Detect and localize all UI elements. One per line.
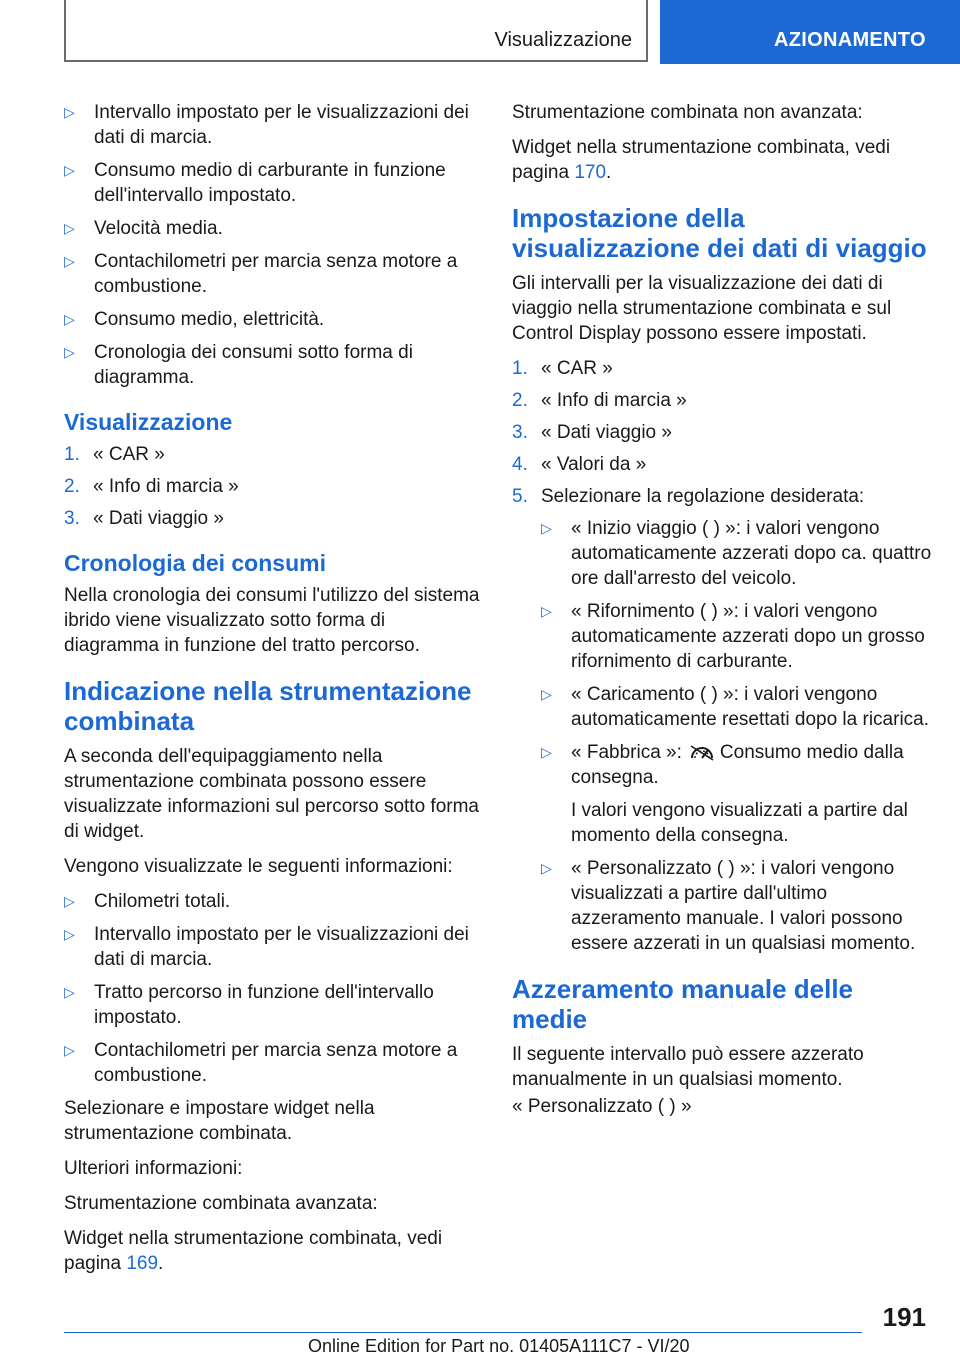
footer-edition: Online Edition for Part no. 01405A111C7 - VI/20 (308, 1336, 690, 1356)
triangle-right-icon: ▷ (64, 311, 75, 327)
triangle-right-icon: ▷ (541, 686, 552, 702)
page-link-170[interactable]: 170 (574, 162, 607, 183)
option-note: I valori vengono visualizzati a partire dal momento della consegna. (571, 800, 908, 846)
list-item: ▷ Velocità media. (64, 218, 223, 239)
left-column (64, 100, 482, 1286)
list-item: ▷ Tratto percorso in funzione dell'intervallo impostato. (64, 982, 434, 1028)
step-item: 1. « CAR » (64, 444, 165, 465)
triangle-right-icon: ▷ (64, 1042, 75, 1058)
triangle-right-icon: ▷ (64, 162, 75, 178)
paragraph: Widget nella strumentazione combinata, vedi pagina 169. (64, 1228, 443, 1274)
triangle-right-icon: ▷ (64, 926, 75, 942)
paragraph: A seconda dell'equipaggiamento nella strumentazione combinata possono essere visualizzate informazioni sul percorso sotto forma di widget. (64, 746, 480, 842)
heading-indicazione: Indicazione nella strumentazione combinata (64, 676, 472, 736)
page-number: 191 (882, 1302, 926, 1332)
paragraph: Strumentazione combinata non avanzata: (512, 102, 863, 123)
triangle-right-icon: ▷ (64, 893, 75, 909)
triangle-right-icon: ▷ (541, 520, 552, 536)
list-item: ▷ Consumo medio, elettricità. (64, 309, 325, 330)
step-item: 4. « Valori da » (512, 454, 647, 475)
triangle-right-icon: ▷ (541, 744, 552, 760)
step-item: 2. « Info di marcia » (64, 476, 239, 497)
option-item: ▷ « Personalizzato ( ) »: i valori vengono visualizzati a partire dall'ultimo azzeramento manuale. I valori possono essere azzerati in un qualsiasi momento. (541, 858, 916, 954)
heading-cronologia: Cronologia dei consumi (64, 550, 326, 576)
section-title: Visualizzazione (494, 29, 632, 51)
step-item: 3. « Dati viaggio » (64, 508, 224, 529)
option-item: ▷ « Rifornimento ( ) »: i valori vengono automaticamente azzerati dopo un grosso rifornimento di carburante. (541, 601, 925, 672)
paragraph: Strumentazione combinata avanzata: (64, 1193, 378, 1214)
paragraph: Vengono visualizzate le seguenti informazioni: (64, 856, 453, 877)
option-item: ▷ « Caricamento ( ) »: i valori vengono automaticamente resettati dopo la ricarica. (541, 684, 930, 730)
car-gauge-icon (688, 742, 716, 762)
paragraph: Widget nella strumentazione combinata, vedi pagina 170. (512, 137, 891, 183)
list-item: ▷ Chilometri totali. (64, 891, 231, 912)
triangle-right-icon: ▷ (64, 220, 75, 236)
triangle-right-icon: ▷ (541, 603, 552, 619)
paragraph: Ulteriori informazioni: (64, 1158, 243, 1179)
heading-visualizzazione: Visualizzazione (64, 409, 233, 435)
step-item: 2. « Info di marcia » (512, 390, 687, 411)
option-item: ▷ « Fabbrica »: Consumo medio dalla consegna. I valori vengono visualizzati a partire dal momento della consegna. (512, 740, 932, 848)
list-item: ▷ Contachilometri per marcia senza motore a combustione. (64, 251, 458, 297)
paragraph: Gli intervalli per la visualizzazione dei dati di viaggio nella strumentazione combinata e sul Control Display possono essere impostati. (512, 273, 892, 344)
triangle-right-icon: ▷ (541, 860, 552, 876)
page-header (0, 0, 960, 64)
option-item: ▷ « Inizio viaggio ( ) »: i valori vengono automaticamente azzerati dopo ca. quattro ore dall'arresto del veicolo. (541, 518, 932, 589)
footer-divider (64, 1332, 862, 1333)
paragraph: Il seguente intervallo può essere azzerato manualmente in un qualsiasi momento. (512, 1044, 864, 1090)
chapter-tab[interactable] (660, 0, 960, 64)
heading-azzeramento: Azzeramento manuale delle medie (512, 974, 853, 1034)
triangle-right-icon: ▷ (64, 984, 75, 1000)
list-item: ▷ Intervallo impostato per le visualizzazioni dei dati di marcia. (64, 924, 469, 970)
right-column (512, 100, 932, 1129)
list-item: ▷ Contachilometri per marcia senza motore a combustione. (64, 1040, 458, 1086)
triangle-right-icon: ▷ (64, 104, 75, 120)
chapter-title: AZIONAMENTO (774, 29, 926, 51)
triangle-right-icon: ▷ (64, 344, 75, 360)
section-header (64, 0, 648, 62)
paragraph: Selezionare e impostare widget nella strumentazione combinata. (64, 1098, 375, 1144)
paragraph: « Personalizzato ( ) » (512, 1096, 692, 1117)
step-item: 3. « Dati viaggio » (512, 422, 672, 443)
paragraph: Nella cronologia dei consumi l'utilizzo del sistema ibrido viene visualizzato sotto forma di diagramma in funzione del tratto percorso. (64, 585, 480, 656)
page-link-169[interactable]: 169 (126, 1253, 159, 1274)
list-item: ▷ Cronologia dei consumi sotto forma di diagramma. (64, 342, 413, 388)
list-item: ▷ Consumo medio di carburante in funzione dell'intervallo impostato. (64, 160, 446, 206)
list-item: ▷ Intervallo impostato per le visualizzazioni dei dati di marcia. (64, 102, 469, 148)
triangle-right-icon: ▷ (64, 253, 75, 269)
heading-impostazione: Impostazione della visualizzazione dei dati di viaggio (512, 203, 927, 263)
step-item: 5. Selezionare la regolazione desiderata: (512, 486, 865, 507)
step-item: 1. « CAR » (512, 358, 613, 379)
